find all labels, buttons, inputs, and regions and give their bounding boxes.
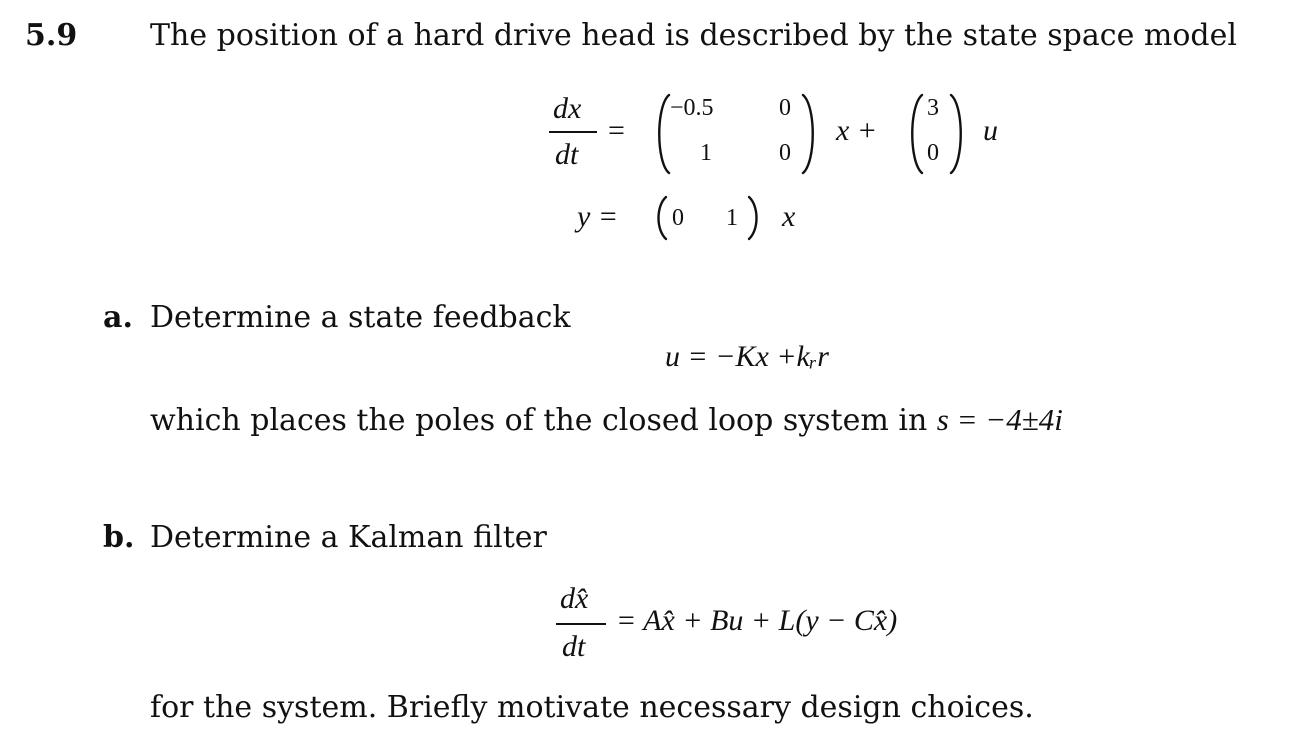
part-a-label: a.	[103, 300, 133, 335]
poles-sentence	[150, 402, 1063, 439]
equals-sign: =	[608, 114, 625, 147]
dxhat-numerator: dx̂	[560, 582, 589, 615]
dt-denominator: dt	[562, 630, 586, 663]
state-x: x	[782, 200, 796, 233]
poles-text: which places the poles of the closed loop system in	[150, 403, 937, 438]
problem-number: 5.9	[25, 18, 78, 53]
dx-numerator: dx	[553, 92, 582, 125]
part-b-label: b.	[103, 520, 135, 555]
matrix-c-cell: 0	[672, 205, 684, 231]
part-b-text: Determine a Kalman filter	[150, 520, 547, 555]
part-a-text: Determine a state feedback	[150, 300, 571, 335]
input-u: u	[983, 114, 998, 147]
vector-b-cell: 3	[927, 95, 939, 121]
fraction-bar	[556, 623, 606, 625]
kalman-rhs: = Ax̂ + Bu + L(y − Cx̂)	[616, 604, 898, 637]
matrix-a-right-paren	[799, 92, 819, 176]
vector-b-right-paren	[947, 92, 967, 176]
problem-statement: The position of a hard drive head is described by the state space model	[150, 18, 1237, 53]
control-law: u = −Kx +kᵣr	[665, 340, 829, 373]
y-equals: y =	[577, 200, 619, 233]
vector-b-cell: 0	[927, 140, 939, 166]
vector-b-left-paren	[906, 92, 926, 176]
matrix-c-right-paren	[745, 194, 763, 242]
matrix-a-cell: 0	[779, 95, 791, 121]
matrix-c-left-paren	[652, 194, 670, 242]
matrix-a-cell: 1	[700, 140, 712, 166]
dt-denominator: dt	[555, 138, 579, 171]
x-plus: x +	[836, 114, 878, 147]
fraction-bar	[549, 131, 597, 133]
matrix-c-cell: 1	[726, 205, 738, 231]
poles-expression: s = −4±4i	[936, 402, 1063, 437]
matrix-a-cell: −0.5	[670, 95, 714, 121]
closing-sentence: for the system. Briefly motivate necessary design choices.	[150, 690, 1034, 725]
matrix-a-cell: 0	[779, 140, 791, 166]
